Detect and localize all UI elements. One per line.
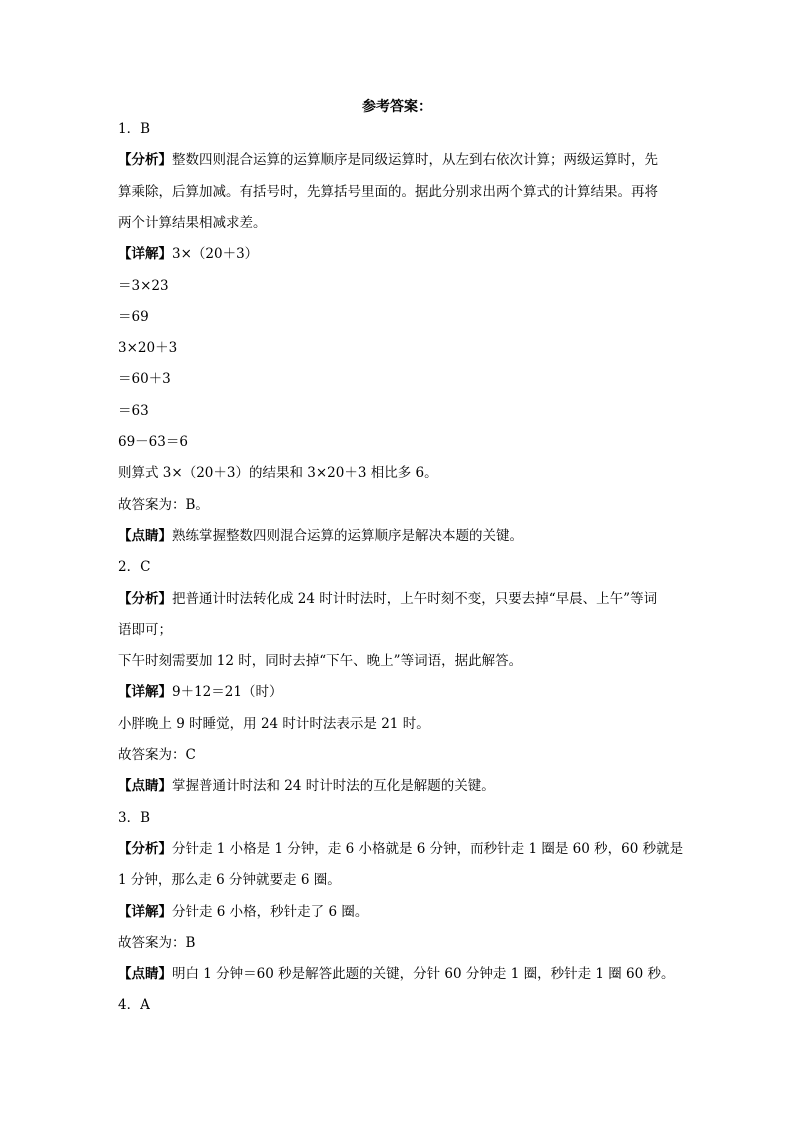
answer-line xyxy=(118,681,688,703)
line-text: 整数四则混合运算的运算顺序是同级运算时，从左到右依次计算；两级运算时，先 xyxy=(172,152,658,169)
answer-line xyxy=(118,275,688,297)
answer-line xyxy=(118,588,688,610)
answer-line xyxy=(118,368,688,390)
line-text: 两个计算结果相减求差。 xyxy=(118,214,267,231)
answer-line xyxy=(118,494,688,516)
line-text: 则算式 3×（20＋3）的结果和 3×20＋3 相比多 6。 xyxy=(118,465,438,482)
section-tag: 【点睛】 xyxy=(118,966,172,983)
line-text: 下午时刻需要加 12 时，同时去掉“下午、晚上”等词语，据此解答。 xyxy=(118,653,523,670)
line-text: 1．B xyxy=(118,121,151,137)
line-text: 语即可； xyxy=(118,621,172,638)
line-text: 3×（20＋3） xyxy=(172,246,259,263)
answer-line xyxy=(118,963,688,985)
line-text: 故答案为：C xyxy=(118,747,196,763)
answer-line xyxy=(118,400,688,422)
section-tag: 【详解】 xyxy=(118,684,172,701)
section-tag: 【点睛】 xyxy=(118,778,172,795)
line-text: 2．C xyxy=(118,559,151,576)
answer-line xyxy=(118,181,688,203)
line-text: 4．A xyxy=(118,997,150,1014)
answer-line xyxy=(118,306,688,328)
line-text: 故答案为：B。 xyxy=(118,496,209,513)
answer-line xyxy=(118,619,688,641)
line-text: 3．B xyxy=(118,809,151,826)
section-tag: 【分析】 xyxy=(118,152,172,169)
section-tag: 【分析】 xyxy=(118,840,172,857)
section-tag: 【详解】 xyxy=(118,246,172,263)
line-text: ＝60＋3 xyxy=(118,371,171,388)
answer-line xyxy=(118,713,688,735)
answer-line xyxy=(118,212,688,234)
answer-line xyxy=(118,118,688,140)
answer-line xyxy=(118,431,688,453)
answer-line xyxy=(118,932,688,954)
page-title: 参考答案： xyxy=(362,99,432,115)
line-text: 9＋12＝21（时） xyxy=(172,684,283,701)
line-text: 明白 1 分钟＝60 秒是解答此题的关键，分针 60 分钟走 1 圈，秒针走 1 圈 60 秒。 xyxy=(172,966,675,983)
section-tag: 【点睛】 xyxy=(118,527,172,544)
answer-line xyxy=(118,994,688,1016)
answer-line xyxy=(118,650,688,672)
answer-line xyxy=(118,838,688,860)
line-text: 熟练掌握整数四则混合运算的运算顺序是解决本题的关键。 xyxy=(172,527,523,544)
answer-line xyxy=(118,869,688,891)
answer-line xyxy=(118,525,688,547)
answer-line xyxy=(118,807,688,829)
line-text: ＝3×23 xyxy=(118,277,169,294)
line-text: ＝63 xyxy=(118,402,149,419)
line-text: 故答案为：B xyxy=(118,934,196,951)
line-text: 掌握普通计时法和 24 时计时法的互化是解题的关键。 xyxy=(172,778,495,795)
line-text: 把普通计时法转化成 24 时计时法时，上午时刻不变，只要去掉“早晨、上午”等词 xyxy=(172,590,658,607)
line-text: 1 分钟，那么走 6 分钟就要走 6 圈。 xyxy=(118,872,341,889)
answer-line xyxy=(118,556,688,578)
line-text: 69－63＝6 xyxy=(118,434,188,450)
answer-line xyxy=(118,744,688,766)
line-text: 3×20＋3 xyxy=(118,340,178,357)
answer-line xyxy=(118,337,688,359)
answer-line xyxy=(118,462,688,484)
answer-line xyxy=(118,901,688,923)
line-text: 分针走 6 小格，秒针走了 6 圈。 xyxy=(172,903,369,920)
answer-line xyxy=(118,243,688,265)
answer-line xyxy=(118,149,688,171)
section-tag: 【详解】 xyxy=(118,903,172,920)
answer-line xyxy=(118,775,688,797)
line-text: ＝69 xyxy=(118,308,149,325)
line-text: 算乘除，后算加减。有括号时，先算括号里面的。据此分别求出两个算式的计算结果。再将 xyxy=(118,183,658,200)
line-text: 分针走 1 小格是 1 分钟，走 6 小格就是 6 分钟，而秒针走 1 圈是 60 秒，60 秒就是 xyxy=(172,840,684,857)
line-text: 小胖晚上 9 时睡觉，用 24 时计时法表示是 21 时。 xyxy=(118,715,430,732)
section-tag: 【分析】 xyxy=(118,590,172,607)
